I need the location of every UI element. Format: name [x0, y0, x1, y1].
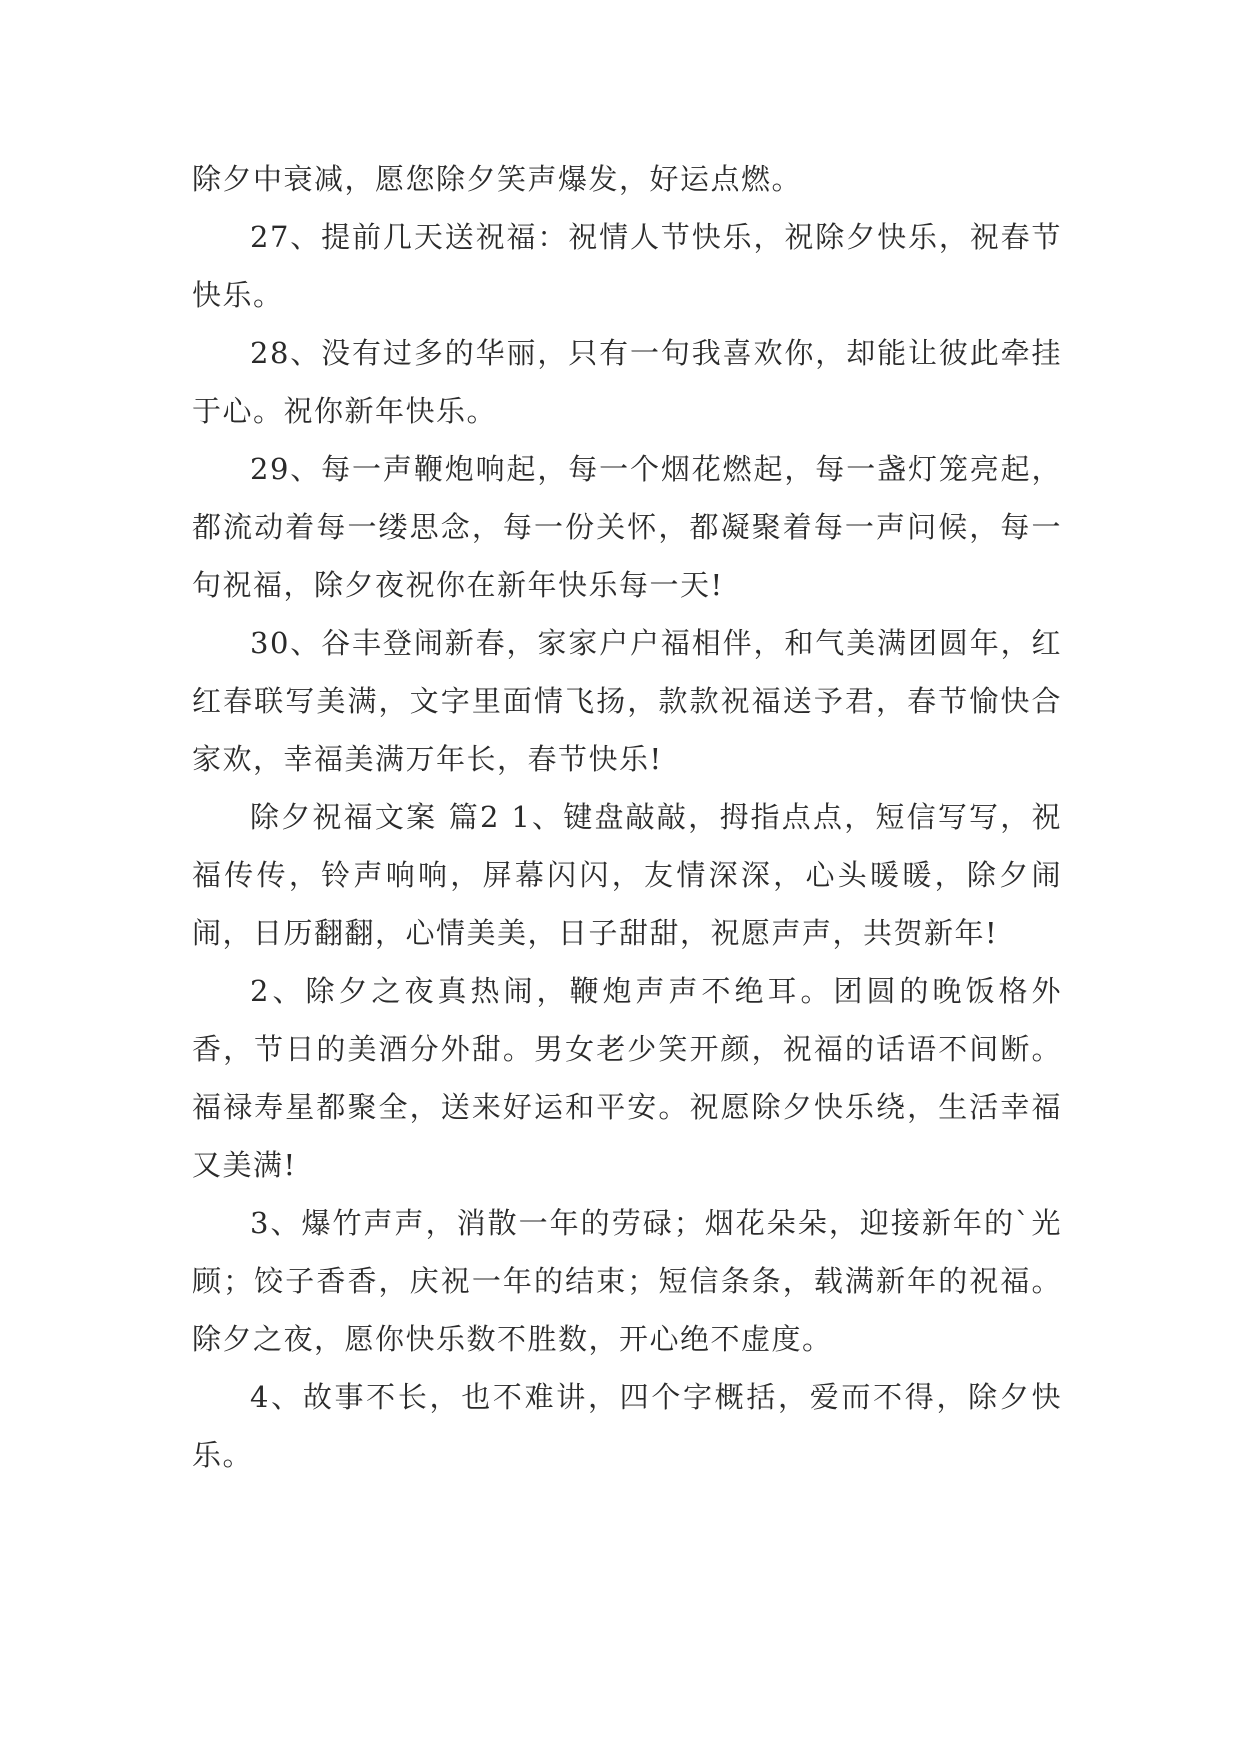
paragraph-item-3: 3、爆竹声声，消散一年的劳碌；烟花朵朵，迎接新年的`光顾；饺子香香，庆祝一年的结束；短信条条，载满新年的祝福。除夕之夜，愿你快乐数不胜数，开心绝不虚度。	[192, 1206, 1062, 1356]
paragraph-section-2-item-1: 除夕祝福文案 篇2 1、键盘敲敲，拇指点点，短信写写，祝福传传，铃声响响，屏幕闪闪，友情深深，心头暖暖，除夕闹闹，日历翻翻，心情美美，日子甜甜，祝愿声声，共贺新年!	[192, 800, 1062, 950]
paragraph-28: 28、没有过多的华丽，只有一句我喜欢你，却能让彼此牵挂于心。祝你新年快乐。	[192, 336, 1062, 428]
paragraph-30: 30、谷丰登闹新春，家家户户福相伴，和气美满团圆年，红红春联写美满，文字里面情飞扬，款款祝福送予君，春节愉快合家欢，幸福美满万年长，春节快乐!	[192, 626, 1062, 776]
document-body	[192, 150, 1062, 1484]
paragraph-continuation: 除夕中衰减，愿您除夕笑声爆发，好运点燃。	[192, 162, 803, 196]
paragraph-27: 27、提前几天送祝福：祝情人节快乐，祝除夕快乐，祝春节快乐。	[192, 220, 1062, 312]
paragraph-29: 29、每一声鞭炮响起，每一个烟花燃起，每一盏灯笼亮起，都流动着每一缕思念，每一份关怀，都凝聚着每一声问候，每一句祝福，除夕夜祝你在新年快乐每一天!	[192, 452, 1062, 602]
paragraph-item-4: 4、故事不长，也不难讲，四个字概括，爱而不得，除夕快乐。	[192, 1380, 1062, 1472]
paragraph-item-2: 2、除夕之夜真热闹，鞭炮声声不绝耳。团圆的晚饭格外香，节日的美酒分外甜。男女老少笑开颜，祝福的话语不间断。福禄寿星都聚全，送来好运和平安。祝愿除夕快乐绕，生活幸福又美满!	[192, 974, 1062, 1182]
